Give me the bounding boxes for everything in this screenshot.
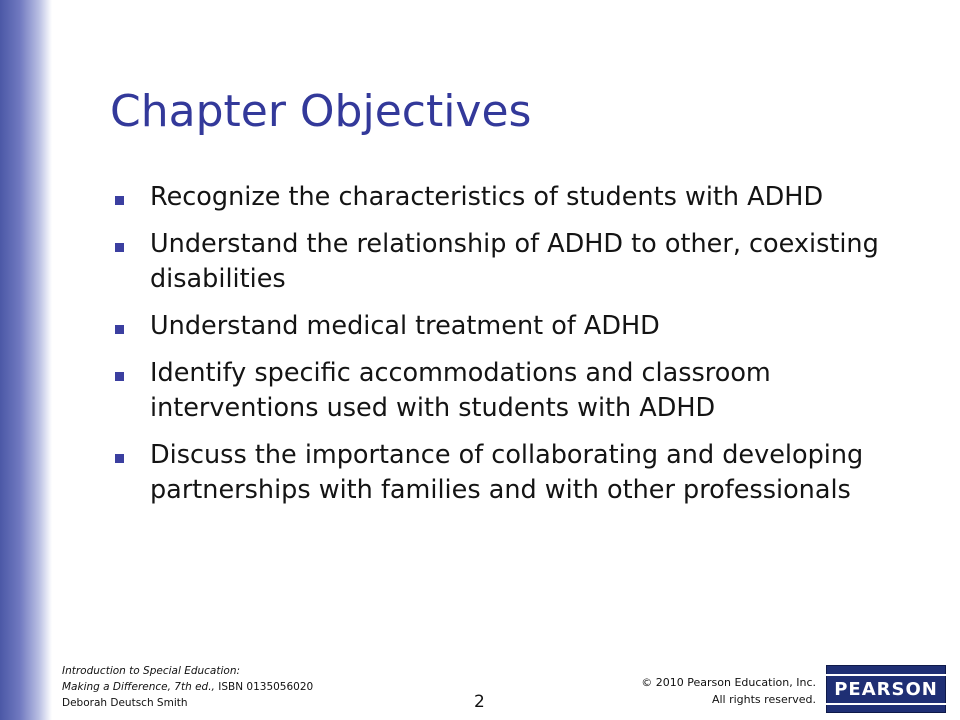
list-item <box>112 180 912 215</box>
square-bullet-icon <box>115 243 124 252</box>
book-title-line2-row <box>62 679 313 695</box>
copyright-line1: © 2010 Pearson Education, Inc. <box>641 676 816 689</box>
square-bullet-icon <box>115 325 124 334</box>
book-citation <box>62 663 313 711</box>
square-bullet-icon <box>115 454 124 463</box>
copyright-line2: All rights reserved. <box>711 693 816 706</box>
list-item <box>112 309 912 344</box>
list-item <box>112 356 912 426</box>
pearson-logo <box>826 665 946 713</box>
list-item-text: Recognize the characteristics of students with ADHD <box>150 182 824 212</box>
slide-title: Chapter Objectives <box>110 86 532 137</box>
list-item <box>112 438 912 508</box>
author: Deborah Deutsch Smith <box>62 697 188 709</box>
list-item-text: Discuss the importance of collaborating and developing partnerships with families and with other professionals <box>150 440 864 505</box>
objectives-list <box>112 180 912 520</box>
book-title-line2: Making a Difference, 7th ed., <box>62 681 215 693</box>
list-item <box>112 227 912 297</box>
side-gradient-bar <box>0 0 52 720</box>
book-title-line1: Introduction to Special Education: <box>62 665 241 677</box>
list-item-text: Understand medical treatment of ADHD <box>150 311 660 341</box>
pearson-logo-text: PEARSON <box>824 674 948 705</box>
copyright-notice <box>641 674 816 708</box>
page-number: 2 <box>474 692 485 712</box>
isbn: ISBN 0135056020 <box>214 681 314 693</box>
list-item-text: Understand the relationship of ADHD to other, coexisting disabilities <box>150 229 879 294</box>
square-bullet-icon <box>115 196 124 205</box>
square-bullet-icon <box>115 372 124 381</box>
list-item-text: Identify specific accommodations and classroom interventions used with students with ADHD <box>150 358 771 423</box>
